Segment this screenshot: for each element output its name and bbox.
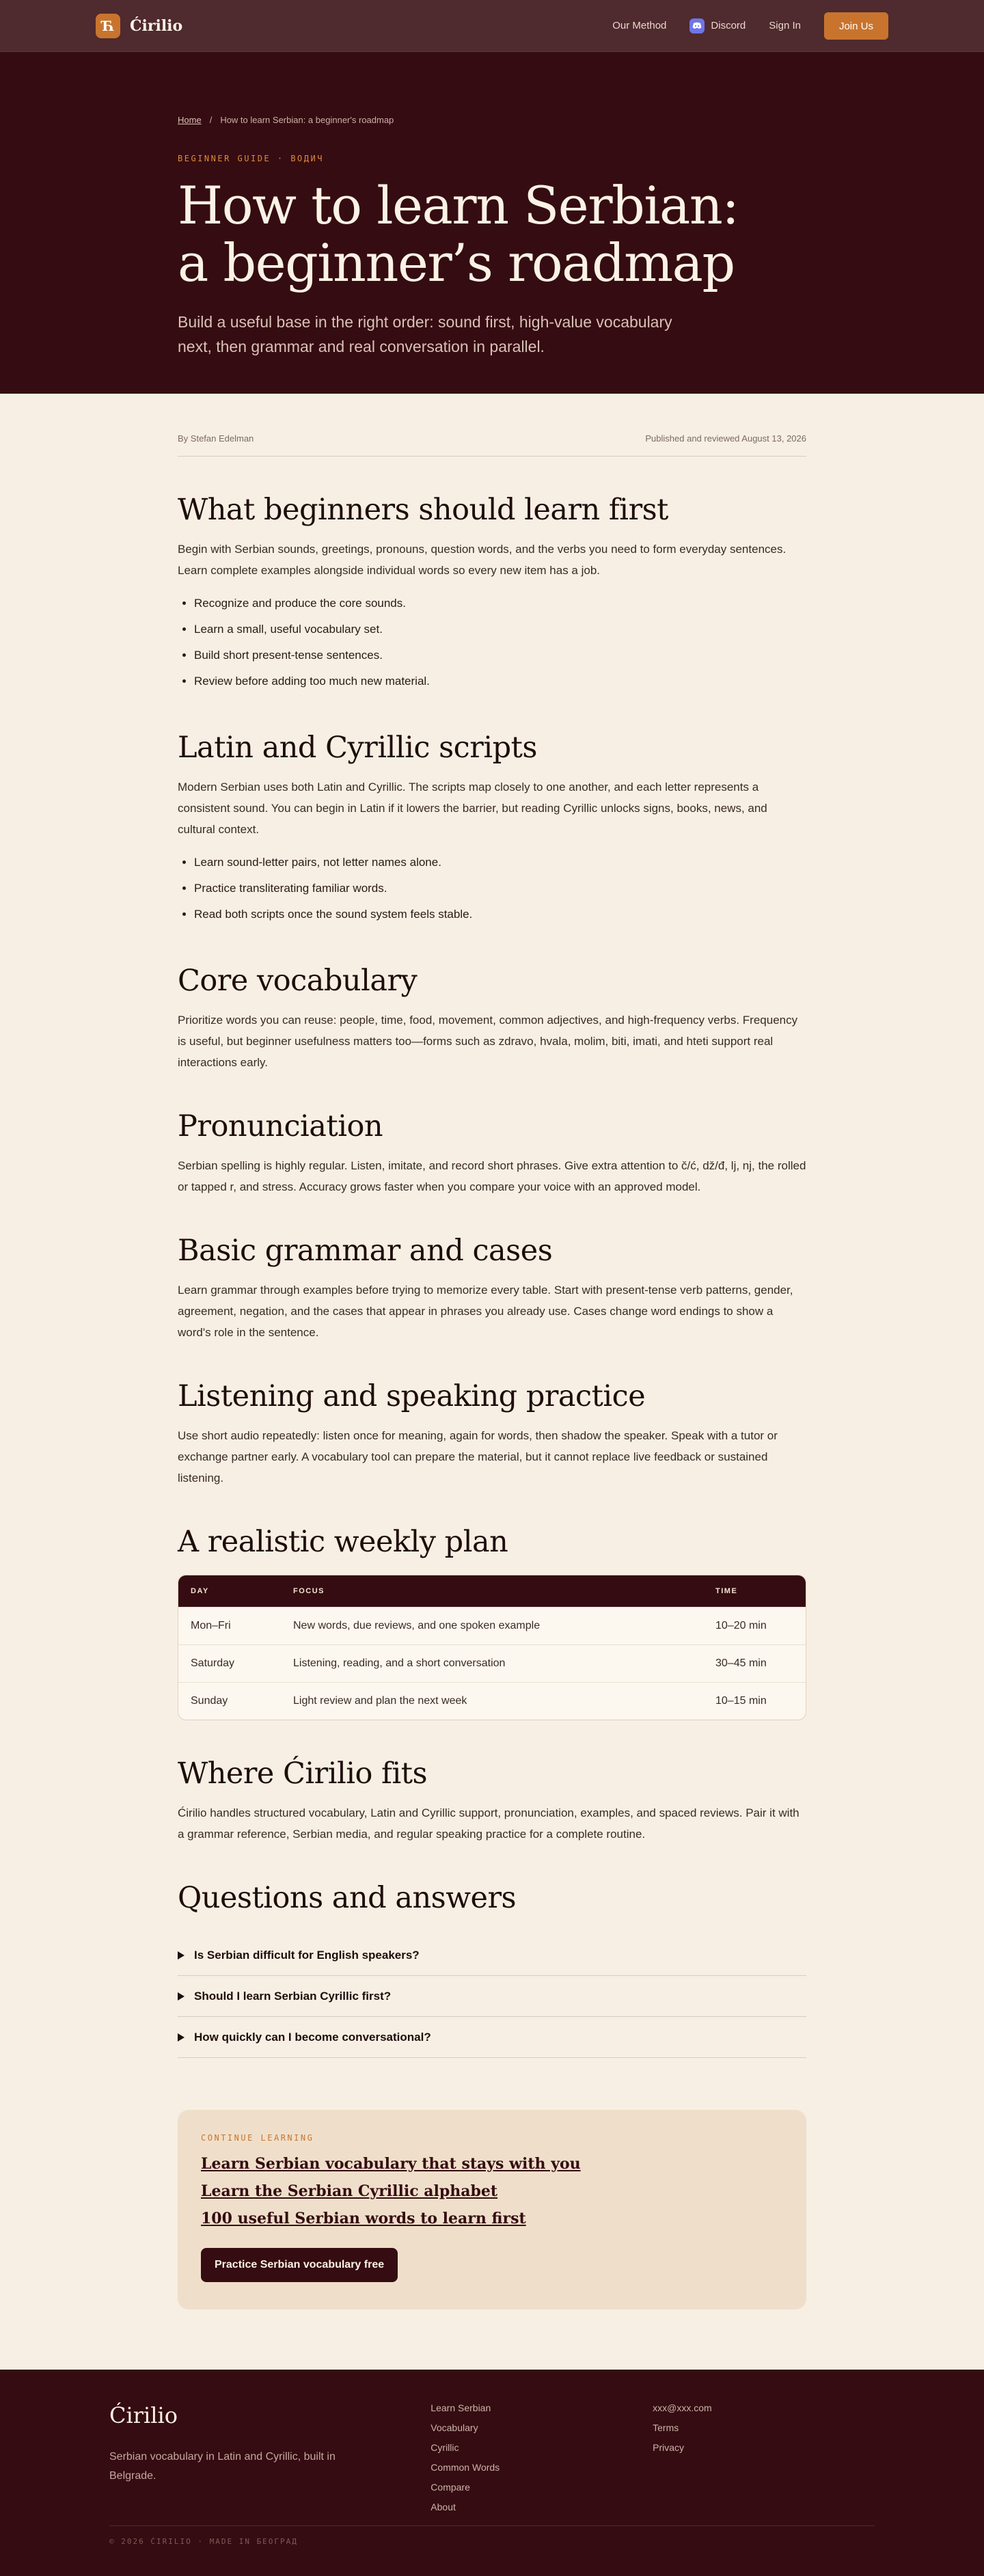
footer-link-compare[interactable]: Compare — [430, 2482, 470, 2493]
footer-logo[interactable]: Ćirilio — [109, 2402, 178, 2428]
table-header-row — [178, 1575, 806, 1607]
continue-learning-card — [178, 2110, 806, 2309]
continue-learning-label: CONTINUE LEARNING — [201, 2133, 314, 2143]
table-row — [178, 1682, 806, 1720]
section-body: Ćirilio handles structured vocabulary, Latin and Cyrillic support, pronunciation, examples, and spaced reviews. Pair it with a grammar reference, Serbian media, and regular speaking practice for a complete routine. — [178, 1806, 800, 1841]
column-header-focus: FOCUS — [281, 1575, 703, 1607]
faq-item[interactable] — [178, 2017, 806, 2058]
section-heading: What beginners should learn first — [178, 493, 668, 527]
column-header-time: TIME — [703, 1575, 806, 1607]
cell-day: Saturday — [178, 1644, 281, 1682]
section-body: Learn grammar through examples before trying to memorize every table. Start with present-tense verb patterns, gender, agreement, negation, and the cases that appear in phrases you already use. Cases change word endings to show a word's role in the sentence. — [178, 1284, 793, 1339]
footer-link-email[interactable]: xxx@xxx.com — [653, 2402, 712, 2413]
section-heading: Basic grammar and cases — [178, 1234, 553, 1268]
hero-kicker: BEGINNER GUIDE · ВОДИЧ — [178, 154, 324, 163]
nav-link-sign-in[interactable]: Sign In — [769, 20, 801, 31]
list-item: • Read both scripts once the sound system feels stable. — [194, 901, 806, 927]
table-row — [178, 1607, 806, 1644]
page-title: How to learn Serbian: a beginner’s roadmap — [178, 175, 739, 293]
section-pronunciation — [178, 1109, 806, 1197]
weekly-plan-table — [178, 1575, 806, 1720]
list-item: • Recognize and produce the core sounds. — [194, 591, 806, 616]
section-where-cirilio-fits — [178, 1756, 806, 1845]
breadcrumb — [178, 115, 984, 125]
footer-link-terms[interactable]: Terms — [653, 2422, 679, 2433]
hero — [0, 52, 984, 394]
section-heading: Core vocabulary — [178, 964, 418, 998]
footer-link-common-words[interactable]: Common Words — [430, 2462, 500, 2473]
section-heading: A realistic weekly plan — [178, 1525, 508, 1559]
breadcrumb-current: How to learn Serbian: a beginner's roadmap — [220, 115, 394, 125]
cell-focus: Light review and plan the next week — [281, 1682, 703, 1720]
list-item: • Review before adding too much new material. — [194, 668, 806, 694]
disclosure-triangle-icon — [178, 1992, 184, 2001]
section-listening — [178, 1379, 806, 1489]
section-heading: Latin and Cyrillic scripts — [178, 731, 537, 765]
section-vocabulary — [178, 963, 806, 1073]
section-body: Modern Serbian uses both Latin and Cyrillic. The scripts map closely to one another, and each letter represents a consistent sound. You can begin in Latin if it lowers the barrier, but reading Cyrillic unlocks signs, books, news, and cultural context. — [178, 781, 767, 836]
footer-tagline: Serbian vocabulary in Latin and Cyrillic, built in Belgrade. — [109, 2451, 336, 2482]
faq-question: Should I learn Serbian Cyrillic first? — [194, 1989, 392, 2003]
section-heading: Pronunciation — [178, 1109, 383, 1143]
faq-list — [178, 1935, 806, 2058]
section-body: Serbian spelling is highly regular. Listen, imitate, and record short phrases. Give extra attention to č/ć, dž/đ, lj, nj, the rolled or tapped r, and stress. Accuracy grows faster when you compare your voice with an approved model. — [178, 1159, 806, 1193]
section-heading: Where Ćirilio fits — [178, 1757, 428, 1791]
footer-link-learn-serbian[interactable]: Learn Serbian — [430, 2402, 491, 2413]
cell-time: 10–20 min — [703, 1607, 806, 1644]
section-faq — [178, 1880, 806, 2058]
table-row — [178, 1644, 806, 1682]
join-button[interactable]: Join Us — [824, 12, 888, 40]
author: By Stefan Edelman — [178, 433, 254, 444]
list-item: • Learn a small, useful vocabulary set. — [194, 616, 806, 642]
faq-item[interactable] — [178, 1976, 806, 2017]
discord-icon — [689, 18, 705, 33]
bullet-list — [178, 850, 806, 927]
cell-day: Mon–Fri — [178, 1607, 281, 1644]
footer-links-primary — [430, 2402, 653, 2513]
brand-name: Ćirilio — [130, 16, 183, 35]
nav-links — [612, 12, 888, 40]
footer-links-secondary — [653, 2402, 875, 2513]
list-item: • Learn sound-letter pairs, not letter names alone. — [194, 850, 806, 876]
section-scripts — [178, 730, 806, 927]
practice-vocabulary-button[interactable]: Practice Serbian vocabulary free — [201, 2248, 398, 2282]
continue-link-cyrillic[interactable]: Learn the Serbian Cyrillic alphabet — [201, 2182, 498, 2200]
section-heading: Listening and speaking practice — [178, 1379, 646, 1413]
published-date: Published and reviewed August 13, 2026 — [645, 433, 806, 444]
footer-link-vocabulary[interactable]: Vocabulary — [430, 2422, 478, 2433]
section-body: Use short audio repeatedly: listen once for meaning, again for words, then shadow the speaker. Speak with a tutor or exchange partner early. A vocabulary tool can prepare the material, but it cannot replace live feedback or sustained listening. — [178, 1429, 778, 1484]
cell-time: 30–45 min — [703, 1644, 806, 1682]
article-meta — [178, 433, 806, 457]
section-body: Prioritize words you can reuse: people, time, food, movement, common adjectives, and high-frequency verbs. Frequency is useful, but beginner usefulness matters too—forms such as zdravo, hvala, molim, biti, imati, and hteti support real interactions early. — [178, 1014, 798, 1069]
breadcrumb-separator: / — [209, 115, 213, 125]
discord-label: Discord — [711, 20, 746, 31]
continue-link-100-words[interactable]: 100 useful Serbian words to learn first — [201, 2210, 526, 2227]
faq-item[interactable] — [178, 1935, 806, 1976]
cell-time: 10–15 min — [703, 1682, 806, 1720]
section-body: Begin with Serbian sounds, greetings, pronouns, question words, and the verbs you need to form everyday sentences. Learn complete examples alongside individual words so every new item has a job. — [178, 543, 787, 577]
section-grammar — [178, 1233, 806, 1343]
article — [178, 433, 806, 2309]
continue-link-vocabulary[interactable]: Learn Serbian vocabulary that stays with you — [201, 2155, 581, 2173]
footer-link-cyrillic[interactable]: Cyrillic — [430, 2442, 459, 2453]
faq-question: How quickly can I become conversational? — [194, 2030, 431, 2044]
cell-focus: Listening, reading, and a short conversation — [281, 1644, 703, 1682]
cell-focus: New words, due reviews, and one spoken example — [281, 1607, 703, 1644]
top-nav — [0, 0, 984, 52]
footer-copyright: © 2026 ĆIRILIO · MADE IN БЕОГРАД — [109, 2525, 875, 2546]
footer — [0, 2370, 984, 2576]
section-weekly-plan — [178, 1524, 806, 1720]
brand[interactable] — [96, 14, 182, 38]
hero-subtitle: Build a useful base in the right order: sound first, high-value vocabulary next, then grammar and real conversation in parallel. — [178, 313, 672, 355]
list-item: • Build short present-tense sentences. — [194, 642, 806, 668]
list-item: • Practice transliterating familiar words. — [194, 876, 806, 901]
faq-question: Is Serbian difficult for English speakers? — [194, 1948, 420, 1962]
bullet-list — [178, 591, 806, 694]
section-learn-first — [178, 492, 806, 694]
disclosure-triangle-icon — [178, 1951, 184, 1960]
cell-day: Sunday — [178, 1682, 281, 1720]
footer-link-privacy[interactable]: Privacy — [653, 2442, 685, 2453]
nav-link-discord[interactable] — [689, 18, 746, 33]
logo-icon: Ћ — [96, 14, 120, 38]
disclosure-triangle-icon — [178, 2033, 184, 2042]
breadcrumb-home[interactable]: Home — [178, 115, 202, 125]
footer-brand — [109, 2402, 430, 2513]
column-header-day: DAY — [178, 1575, 281, 1607]
section-heading: Questions and answers — [178, 1881, 517, 1915]
nav-link-our-method[interactable]: Our Method — [612, 20, 667, 31]
footer-link-about[interactable]: About — [430, 2502, 456, 2512]
